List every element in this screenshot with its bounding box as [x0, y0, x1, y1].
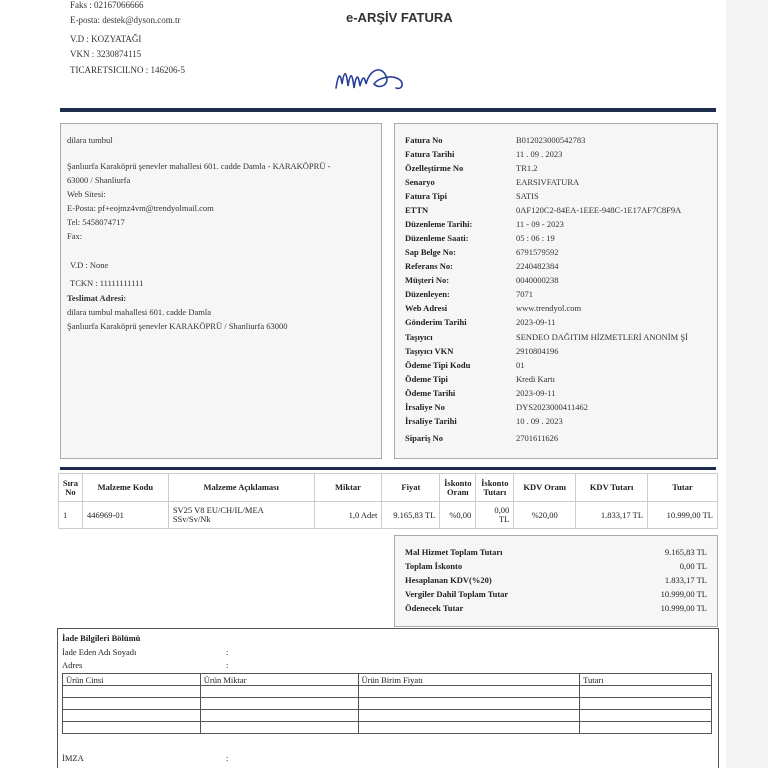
meta-key: Düzenleme Saati:	[405, 233, 469, 243]
totals-row	[405, 547, 707, 559]
return-row	[63, 686, 712, 698]
totals-key: Hesaplanan KDV(%20)	[405, 575, 492, 585]
items-row	[59, 502, 718, 529]
meta-value: SENDEO DAĞITIM HİZMETLERİ ANONİM Şİ	[516, 332, 688, 342]
meta-key: Sap Belge No:	[405, 247, 456, 257]
customer-tax-office: V.D : None	[70, 260, 109, 270]
items-column-header: KDV Oranı	[514, 474, 576, 502]
header-divider	[60, 108, 716, 112]
meta-key: Düzenleyen:	[405, 289, 450, 299]
customer-address-line-2: 63000 / Shanliurfa	[67, 175, 131, 185]
items-body	[59, 502, 718, 529]
customer-website: Web Sitesi:	[67, 189, 106, 199]
meta-key: Fatura No	[405, 135, 443, 145]
viewer-scroll-area[interactable]	[726, 0, 768, 768]
return-section-title: İade Bilgileri Bölümü	[62, 633, 141, 643]
items-cell: 10.999,00 TL	[648, 502, 718, 529]
items-column-header: İskonto Oranı	[440, 474, 476, 502]
meta-key: Senaryo	[405, 177, 435, 187]
items-column-header: Malzeme Açıklaması	[168, 474, 314, 502]
meta-key: Referans No:	[405, 261, 453, 271]
return-address-colon: :	[226, 660, 229, 670]
meta-key: Düzenleme Tarihi:	[405, 219, 473, 229]
meta-value: 2240482384	[516, 261, 559, 271]
return-name-colon: :	[226, 647, 229, 657]
totals-value: 10.999,00 TL	[660, 589, 707, 599]
items-table	[58, 473, 718, 529]
meta-key: Özelleştirme No	[405, 163, 464, 173]
totals-key: Ödenecek Tutar	[405, 603, 464, 613]
meta-value: Kredi Kartı	[516, 374, 555, 384]
seller-trade-registry: TICARETSICILNO : 146206-5	[70, 65, 185, 75]
meta-value: www.trendyol.com	[516, 303, 582, 313]
totals-key: Mal Hizmet Toplam Tutarı	[405, 547, 503, 557]
meta-key: İrsaliye Tarihi	[405, 416, 457, 426]
seller-tax-office: V.D : KOZYATAĞI	[70, 34, 142, 44]
return-row	[63, 698, 712, 710]
return-section	[57, 628, 719, 768]
meta-key: Ödeme Tarihi	[405, 388, 456, 398]
totals-key: Toplam İskonto	[405, 561, 463, 571]
items-cell: 1,0 Adet	[314, 502, 382, 529]
items-cell: 1	[59, 502, 83, 529]
meta-key: Gönderim Tarihi	[405, 317, 467, 327]
totals-box	[394, 535, 718, 627]
delivery-label-text: Teslimat Adresi:	[67, 293, 127, 303]
meta-value: DYS2023000411462	[516, 402, 588, 412]
customer-fax: Fax:	[67, 231, 83, 241]
meta-value: B012023000542783	[516, 135, 586, 145]
delivery-address-label	[67, 293, 126, 303]
meta-key: Taşıyıcı VKN	[405, 346, 454, 356]
return-row	[63, 722, 712, 734]
items-cell: 1.833,17 TL	[576, 502, 648, 529]
totals-value: 1.833,17 TL	[664, 575, 707, 585]
meta-key: Web Adresi	[405, 303, 448, 313]
return-column-header: Tutarı	[580, 674, 712, 686]
totals-row	[405, 603, 707, 615]
seller-email: E-posta: destek@dyson.com.tr	[70, 15, 181, 25]
meta-value: 2910804196	[516, 346, 559, 356]
signature-label: İMZA	[62, 753, 84, 763]
totals-key: Vergiler Dahil Toplam Tutar	[405, 589, 509, 599]
items-cell: %20,00	[514, 502, 576, 529]
return-header-row	[63, 674, 712, 686]
totals-value: 0,00 TL	[679, 561, 707, 571]
meta-key: İrsaliye No	[405, 402, 445, 412]
items-column-header: Fiyat	[382, 474, 440, 502]
meta-key: Fatura Tipi	[405, 191, 447, 201]
meta-value: SATIS	[516, 191, 539, 201]
invoice-meta-box	[394, 123, 718, 459]
delivery-address-line-2: Şanlıurfa Karaköprü şenevler KARAKÖPRÜ / Shanliurfa 63000	[67, 321, 288, 331]
customer-info-box	[60, 123, 382, 459]
customer-phone: Tel: 5458074717	[67, 217, 125, 227]
signature-colon: :	[226, 753, 229, 763]
customer-address-line-1: Şanlıurfa Karaköprü şenevler mahallesi 601. cadde Damla - KARAKÖPRÜ -	[67, 161, 331, 171]
meta-value: 0040000238	[516, 275, 559, 285]
meta-value: TR1.2	[516, 163, 538, 173]
meta-key: Fatura Tarihi	[405, 149, 455, 159]
return-address-label: Adres	[62, 660, 83, 670]
meta-value: 7071	[516, 289, 533, 299]
meta-key: Müşteri No:	[405, 275, 450, 285]
seller-fax: Faks : 02167066666	[70, 0, 144, 10]
meta-value: 6791579592	[516, 247, 559, 257]
delivery-address-line-1: dilara tumbul mahallesi 601. cadde Damla	[67, 307, 211, 317]
meta-key: Ödeme Tipi	[405, 374, 448, 384]
meta-value: EARSIVFATURA	[516, 177, 580, 187]
meta-key: Sipariş No	[405, 433, 444, 443]
totals-value: 9.165,83 TL	[664, 547, 707, 557]
items-cell: 446969-01	[82, 502, 168, 529]
invoice-title: e-ARŞİV FATURA	[346, 10, 453, 25]
items-column-header: Miktar	[314, 474, 382, 502]
return-column-header: Ürün Cinsi	[63, 674, 201, 686]
seller-vkn: VKN : 3230874115	[70, 49, 142, 59]
items-divider	[60, 467, 716, 470]
customer-tckn: TCKN : 11111111111	[70, 278, 144, 288]
return-column-header: Ürün Birim Fiyatı	[358, 674, 580, 686]
items-cell: 9.165,83 TL	[382, 502, 440, 529]
items-column-header: KDV Tutarı	[576, 474, 648, 502]
items-column-header: Tutar	[648, 474, 718, 502]
meta-value: 2023-09-11	[516, 317, 556, 327]
return-items-table	[62, 673, 712, 734]
totals-row	[405, 575, 707, 587]
meta-value: 11 - 09 - 2023	[516, 219, 564, 229]
meta-key: Ödeme Tipi Kodu	[405, 360, 471, 370]
totals-row	[405, 589, 707, 601]
meta-value: 11 . 09 . 2023	[516, 149, 563, 159]
meta-value: 01	[516, 360, 525, 370]
items-cell: %0,00	[440, 502, 476, 529]
items-column-header: İskonto Tutarı	[476, 474, 514, 502]
items-column-header: Sıra No	[59, 474, 83, 502]
meta-value: 0AF120C2-84EA-1EEE-948C-1E17AF7C8F9A	[516, 205, 682, 215]
meta-key: Taşıyıcı	[405, 332, 433, 342]
items-header-row	[59, 474, 718, 502]
meta-value: 2023-09-11	[516, 388, 556, 398]
return-column-header: Ürün Miktar	[200, 674, 358, 686]
signature-image	[330, 58, 420, 98]
items-column-header: Malzeme Kodu	[82, 474, 168, 502]
totals-value: 10.999,00 TL	[660, 603, 707, 613]
items-cell: 0,00 TL	[476, 502, 514, 529]
meta-value: 05 : 06 : 19	[516, 233, 555, 243]
meta-key: ETTN	[405, 205, 429, 215]
totals-row	[405, 561, 707, 573]
meta-value: 10 . 09 . 2023	[516, 416, 563, 426]
return-name-label: İade Eden Adı Soyadı	[62, 647, 137, 657]
customer-email: E-Posta: pf+eojmz4vm@trendyolmail.com	[67, 203, 214, 213]
meta-value: 2701611626	[516, 433, 559, 443]
return-row	[63, 710, 712, 722]
customer-name: dilara tumbul	[67, 135, 113, 145]
items-cell: SV25 V8 EU/CH/IL/MEA SSv/Sv/Nk	[168, 502, 314, 529]
